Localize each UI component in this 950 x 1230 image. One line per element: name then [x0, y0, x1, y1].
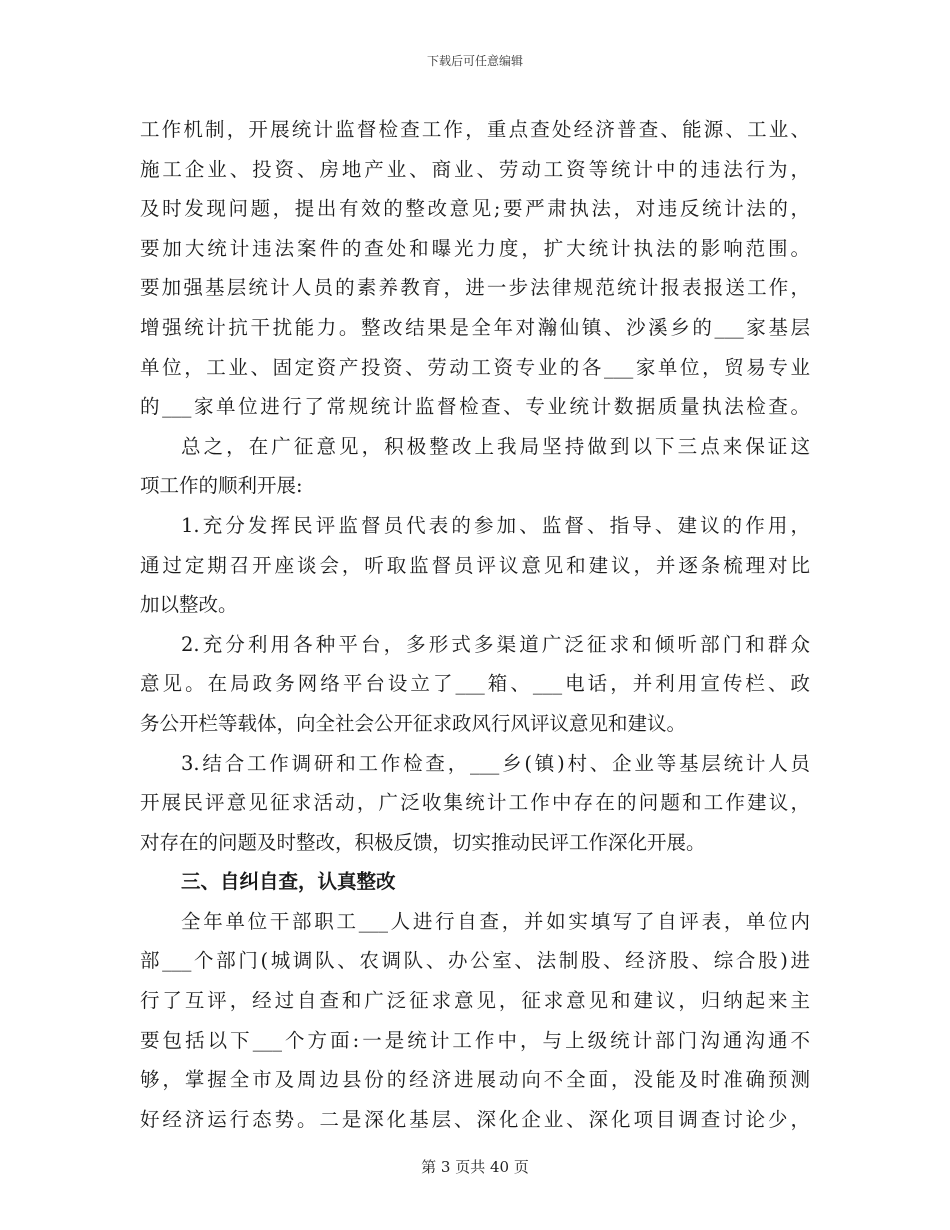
page-footer: 第 3 页共 40 页 — [421, 1158, 529, 1176]
paragraph-summary-start: 总之，在广征意见，积极整改上我局坚持做到以下三点来保证这 — [181, 434, 810, 458]
body-line-8: 的___家单位进行了常规统计监督检查、专业统计数据质量执法检查。 — [140, 395, 810, 419]
body-line-23: 行了互评，经过自查和广泛征求意见，征求意见和建议，归纳起来主 — [140, 989, 810, 1013]
body-line-19: 对存在的问题及时整改，积极反馈，切实推动民评工作深化开展。 — [140, 830, 706, 854]
body-line-4: 要加大统计违法案件的查处和曝光力度，扩大统计执法的影响范围。 — [140, 236, 810, 260]
list-item-1-start: 1.充分发挥民评监督员代表的参加、监督、指导、建议的作用， — [181, 513, 810, 537]
list-item-2-start: 2.充分利用各种平台，多形式多渠道广泛征求和倾听部门和群众 — [181, 632, 810, 656]
body-line-3: 及时发现问题，提出有效的整改意见;要严肃执法，对违反统计法的， — [140, 197, 810, 221]
body-line-24: 要包括以下___个方面:一是统计工作中，与上级统计部门沟通沟通不 — [140, 1028, 810, 1052]
list-item-3-start: 3.结合工作调研和工作检查，___乡(镇)村、企业等基层统计人员 — [181, 751, 810, 775]
document-body — [140, 110, 810, 1139]
body-line-2: 施工企业、投资、房地产业、商业、劳动工资等统计中的违法行为， — [140, 157, 810, 181]
body-line-16: 务公开栏等载体，向全社会公开征求政风行风评议意见和建议。 — [140, 711, 687, 735]
body-line-12: 通过定期召开座谈会，听取监督员评议意见和建议，并逐条梳理对比 — [140, 553, 810, 577]
body-line-13: 加以整改。 — [140, 593, 238, 617]
body-line-1: 工作机制，开展统计监督检查工作，重点查处经济普查、能源、工业、 — [140, 118, 810, 141]
body-line-22: 部___个部门(城调队、农调队、办公室、法制股、经济股、综合股)进 — [140, 949, 810, 973]
body-line-15: 意见。在局政务网络平台设立了___箱、___电话，并利用宣传栏、政 — [140, 672, 810, 696]
page-header: 下载后可任意编辑 — [426, 54, 523, 68]
body-line-25: 够，掌握全市及周边县份的经济进展动向不全面，没能及时准确预测 — [140, 1068, 810, 1092]
section-heading: 三、自纠自查，认真整改 — [181, 870, 396, 894]
body-line-10: 项工作的顺利开展: — [140, 474, 303, 498]
body-line-7: 单位，工业、固定资产投资、劳动工资专业的各___家单位，贸易专业 — [140, 355, 810, 379]
body-line-6: 增强统计抗干扰能力。整改结果是全年对瀚仙镇、沙溪乡的___家基层 — [140, 315, 810, 339]
paragraph-self-check-start: 全年单位干部职工___人进行自查，并如实填写了自评表，单位内 — [181, 909, 810, 933]
body-line-5: 要加强基层统计人员的素养教育，进一步法律规范统计报表报送工作， — [140, 276, 810, 300]
body-line-18: 开展民评意见征求活动，广泛收集统计工作中存在的问题和工作建议， — [140, 791, 810, 815]
body-line-26: 好经济运行态势。二是深化基层、深化企业、深化项目调查讨论少， — [140, 1107, 810, 1131]
